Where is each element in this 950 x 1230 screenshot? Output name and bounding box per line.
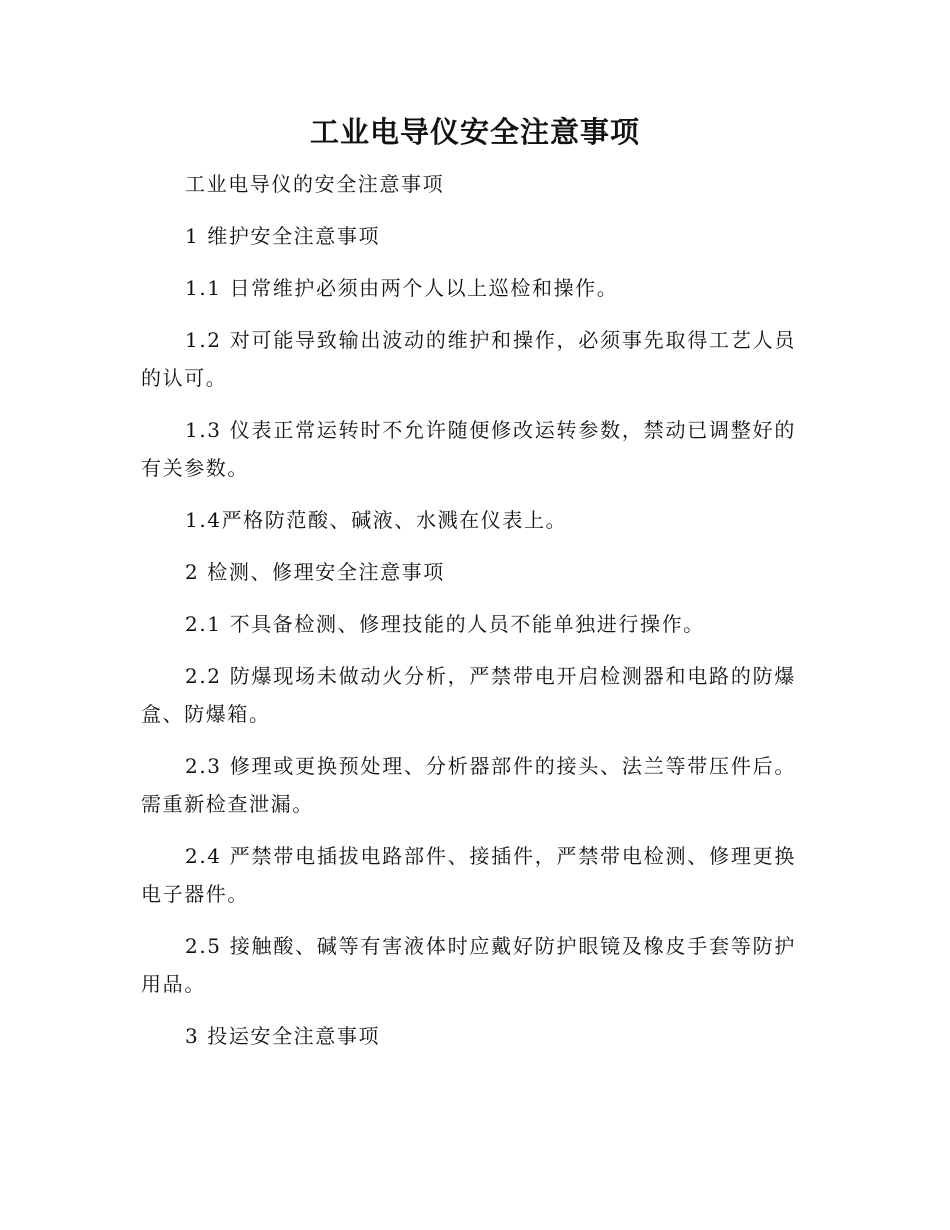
paragraph-1-2: 1.2 对可能导致输出波动的维护和操作，必须事先取得工艺人员的认可。 — [141, 328, 796, 390]
section-heading-3: 3 投运安全注意事项 — [185, 1024, 381, 1048]
paragraph-1-1: 1.1 日常维护必须由两个人以上巡检和操作。 — [185, 276, 619, 300]
paragraph-1-3: 1.3 仪表正常运转时不允许随便修改运转参数，禁动已调整好的有关参数。 — [141, 418, 796, 480]
section-heading-2: 2 检测、修理安全注意事项 — [185, 560, 445, 584]
paragraph-2-5: 2.5 接触酸、碱等有害液体时应戴好防护眼镜及橡皮手套等防护用品。 — [141, 934, 796, 996]
section-heading-1: 1 维护安全注意事项 — [185, 224, 381, 248]
paragraph-intro: 工业电导仪的安全注意事项 — [185, 172, 445, 196]
paragraph-1-4: 1.4严格防范酸、碱液、水溅在仪表上。 — [185, 508, 568, 532]
paragraph-2-1: 2.1 不具备检测、修理技能的人员不能单独进行操作。 — [185, 612, 705, 636]
paragraph-2-2: 2.2 防爆现场未做动火分析，严禁带电开启检测器和电路的防爆盒、防爆箱。 — [141, 664, 796, 726]
document-title: 工业电导仪安全注意事项 — [309, 115, 640, 149]
paragraph-2-4: 2.4 严禁带电插拔电路部件、接插件，严禁带电检测、修理更换电子器件。 — [141, 844, 796, 906]
document-body — [141, 165, 796, 1069]
paragraph-2-3: 2.3 修理或更换预处理、分析器部件的接头、法兰等带压件后。需重新检查泄漏。 — [141, 754, 796, 816]
